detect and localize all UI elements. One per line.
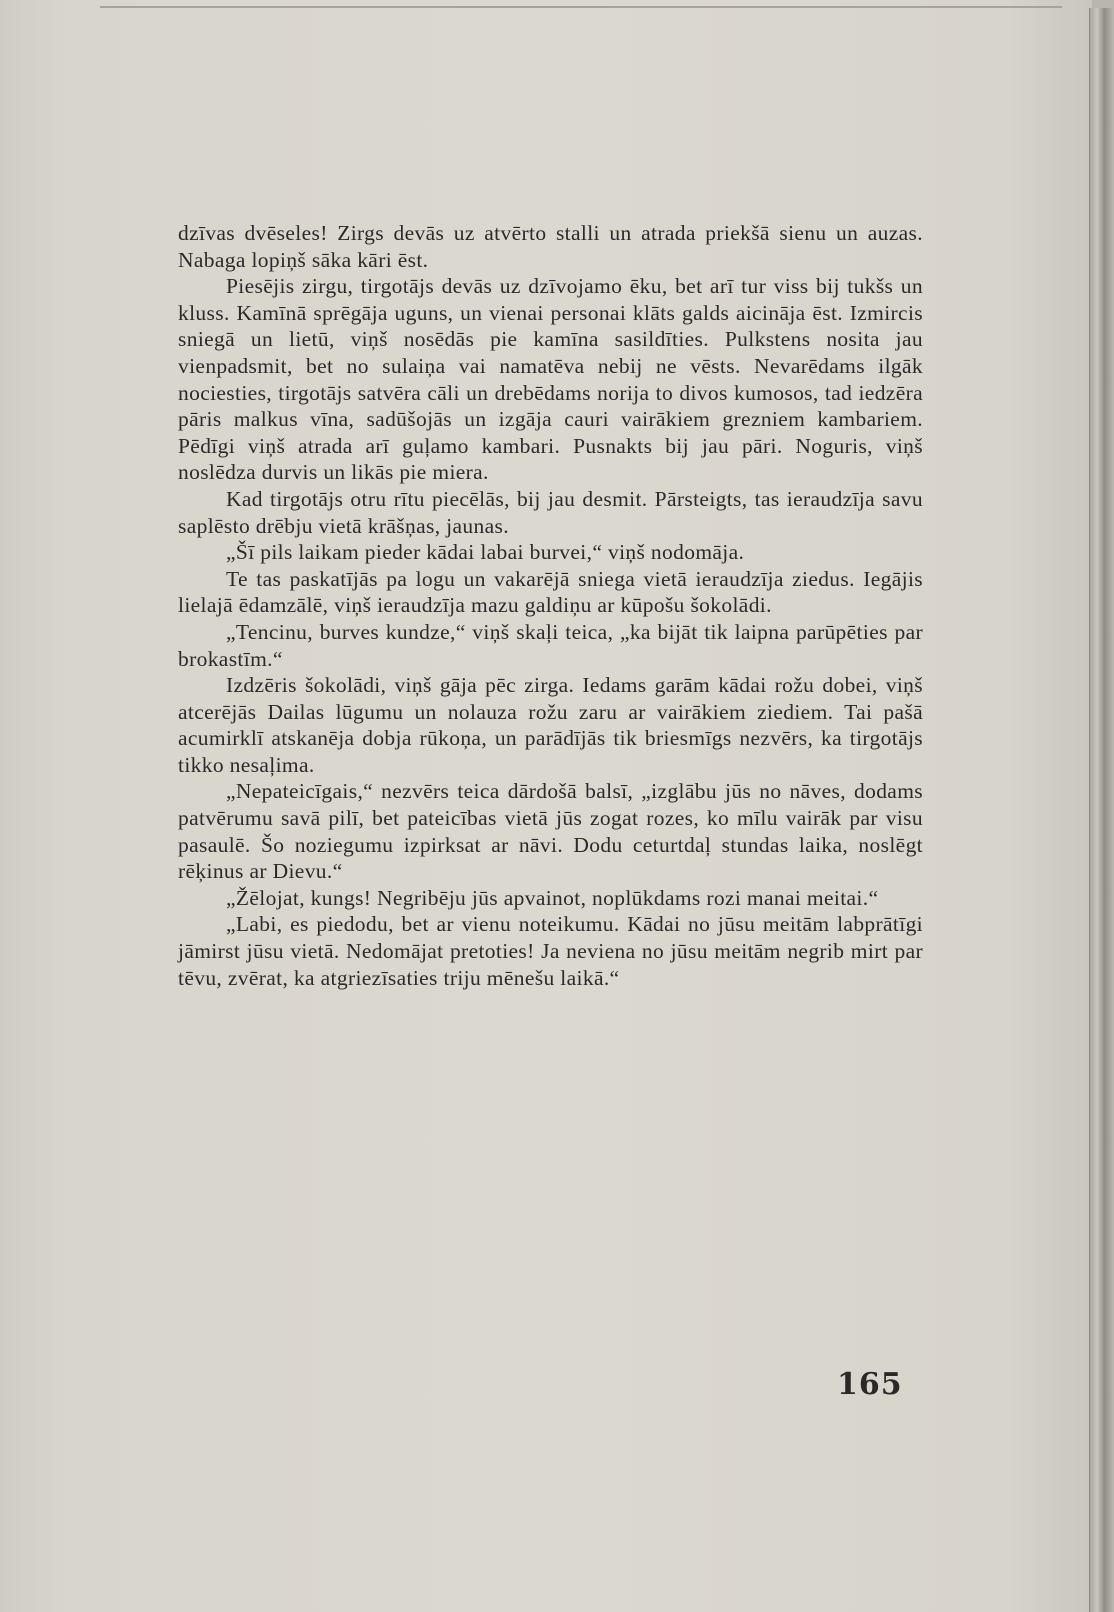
paragraph: „Labi, es piedodu, bet ar vienu noteikumu. Kādai no jūsu meitām labprātīgi jāmirst jūsu vietā. Nedomājat pretoties! Ja neviena no jūsu meitām negrib mirt par tēvu, zvērat, ka atgriezīsaties triju mēnešu laikā.“: [178, 912, 923, 990]
paragraph: „Tencinu, burves kundze,“ viņš skaļi teica, „ka bijāt tik laipna parūpēties par brokastīm.“: [178, 619, 923, 671]
paragraph: „Nepateicīgais,“ nezvērs teica dārdošā balsī, „izglābu jūs no nāves, dodams patvērumu savā pilī, bet pateicības vietā jūs zogat rozes, ko mīlu vairāk par visu pasaulē. Šo noziegumu izpirksat ar nāvi. Dodu ceturtdaļ stundas laika, noslēgt rēķinus ar Dievu.“: [178, 779, 923, 884]
paragraph: „Šī pils laikam pieder kādai labai burvei,“ viņš nodomāja.: [226, 540, 745, 565]
paragraph: Kad tirgotājs otru rītu piecēlās, bij jau desmit. Pārsteigts, tas ieraudzīja savu saplēsto drēbju vietā krāšņas, jaunas.: [178, 486, 923, 538]
body-text: [178, 220, 923, 991]
page-edge-binding: [1089, 8, 1114, 1612]
paragraph: Izdzēris šokolādi, viņš gāja pēc zirga. Iedams garām kādai rožu dobei, viņš atcerējās Dailas lūgumu un nolauza rožu zaru ar vairākiem ziediem. Tai pašā acumirklī atskanēja dobja rūkoņa, un parādījās tik briesmīgs nezvērs, ka tirgotājs tikko nesaļima.: [178, 673, 923, 777]
paragraph: „Žēlojat, kungs! Negribēju jūs apvainot, noplūkdams rozi manai meitai.“: [226, 885, 879, 910]
paragraph: dzīvas dvēseles! Zirgs devās uz atvērto stalli un atrada priekšā sienu un auzas. Nabaga lopiņš sāka kāri ēst.: [178, 221, 923, 272]
paragraph: Te tas paskatījās pa logu un vakarējā sniega vietā ieraudzīja ziedus. Iegājis lielajā ēdamzālē, viņš ieraudzīja mazu galdiņu ar kūpošu šokolādi.: [178, 566, 923, 618]
page-number: 165: [837, 1367, 903, 1402]
page-top-edge: [100, 6, 1062, 8]
paragraph: Piesējis zirgu, tirgotājs devās uz dzīvojamo ēku, bet arī tur viss bij tukšs un kluss. Kamīnā sprēgāja uguns, un vienai personai klāts galds aicināja ēst. Izmircis sniegā un lietū, viņš nosēdās pie kamīna sasildīties. Pulkstens nosita jau vienpadsmit, bet no sulaiņa vai namatēva nebij ne vēsts. Nevarēdams ilgāk nociesties, tirgotājs satvēra cāli un drebēdams norija to divos kumosos, tad iedzēra pāris malkus vīna, sadūšojās un izgāja cauri vairākiem grezniem kambariem. Pēdīgi viņš atrada arī guļamo kambari. Pusnakts bij jau pāri. Noguris, viņš noslēdza durvis un likās pie miera.: [178, 274, 923, 485]
